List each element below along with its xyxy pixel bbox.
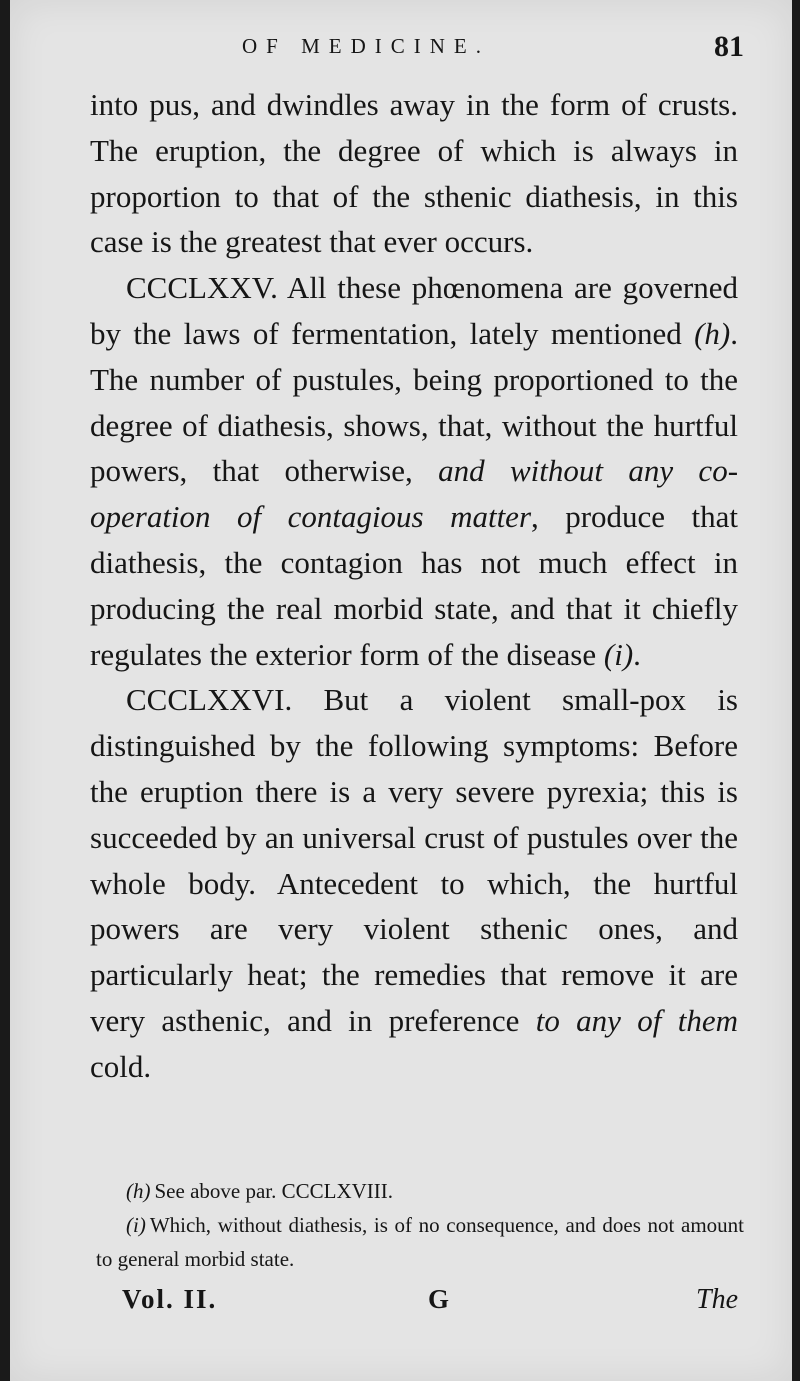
- footnote-i: [96, 1208, 744, 1276]
- catchword: The: [696, 1284, 738, 1315]
- paragraph-text: CCCLXXV. All these phœnomena are governed by the laws of fermentation, lately mentioned: [90, 270, 738, 351]
- paragraph-continuation: into pus, and dwindles away in the form of crusts. The eruption, the degree of which is always in proportion to that of the sthenic diathesis, in this case is the greatest that ever occurs.: [90, 87, 738, 260]
- footnote-ref-i: (i): [603, 636, 634, 672]
- book-page: [10, 0, 792, 1381]
- page-number: 81: [714, 30, 744, 63]
- footnote-text: Which, without diathesis, is of no consequence, and does not amount to general morbid state.: [96, 1213, 744, 1271]
- footnote-mark: (i): [126, 1213, 146, 1237]
- paragraph-text: cold.: [90, 1048, 152, 1084]
- italic-phrase: and without any co-operation of contagious matter: [90, 453, 739, 535]
- footnote-h: [96, 1174, 744, 1208]
- footnote-text: See above par. CCCLXVIII.: [154, 1179, 394, 1203]
- paragraph-text: . The number of pustules, being proportioned to the degree of diathesis, shows, that, without the hurtful powers, that otherwise,: [90, 315, 738, 489]
- paragraph-ccclxxv: [90, 265, 738, 677]
- signature-mark: G: [428, 1284, 450, 1314]
- footnote-ref-h: (h): [694, 315, 731, 351]
- paragraph-text: .: [633, 636, 641, 672]
- page-footer: [10, 1280, 792, 1330]
- running-head: [10, 30, 792, 70]
- volume-label: Vol. II.: [122, 1284, 218, 1314]
- body-text: [90, 82, 738, 1090]
- footnote-mark: (h): [126, 1179, 151, 1203]
- paragraph-text: CCCLXXVI. But a violent small-pox is distinguished by the following symptoms: Before the eruption there is a very severe pyrexia; this is succeeded by an universal crust of pustules over the whole body. Antecedent to which, the hurtful powers are very violent sthenic ones, and particularly heat; the remedies that remove it are very asthenic, and in preference: [90, 682, 738, 1038]
- paragraph-text: , produce that diathesis, the contagion has not much effect in producing the real morbid state, and that it chiefly regulates the exterior form of the disease: [90, 499, 738, 672]
- paragraph-ccclxxvi: [90, 677, 738, 1089]
- footnotes: [96, 1174, 744, 1276]
- running-title: OF MEDICINE.: [242, 34, 490, 58]
- italic-phrase: to any of them: [535, 1002, 738, 1038]
